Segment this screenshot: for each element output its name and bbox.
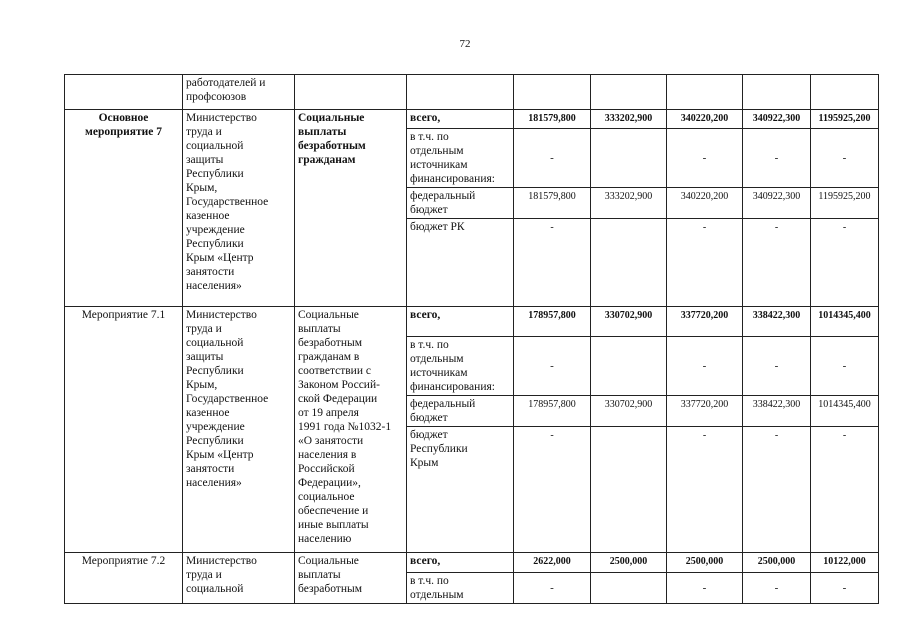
- page-number: 72: [459, 38, 471, 50]
- name-cell: Социальные выплаты безработным: [295, 553, 407, 604]
- value-cell: 338422,300: [743, 396, 811, 427]
- value-cell: -: [514, 337, 591, 396]
- value-cell: 181579,800: [514, 110, 591, 129]
- value-cell: -: [667, 427, 743, 553]
- value-cell: 178957,800: [514, 396, 591, 427]
- value-cell: [591, 337, 667, 396]
- value-cell: -: [743, 573, 811, 604]
- value-cell: 1014345,400: [811, 307, 879, 337]
- value-cell: -: [811, 129, 879, 188]
- value-cell: [591, 75, 667, 110]
- value-cell: [667, 75, 743, 110]
- name-cell: Социальные выплаты безработным гражданам: [295, 110, 407, 307]
- source-total-label: всего,: [407, 553, 514, 573]
- value-cell: 1195925,200: [811, 188, 879, 219]
- table-row: [65, 553, 879, 573]
- value-cell: -: [667, 129, 743, 188]
- source-regional-label: бюджет РК: [407, 219, 514, 307]
- value-cell: -: [743, 129, 811, 188]
- value-cell: -: [811, 427, 879, 553]
- executor-cell: работодателей и профсоюзов: [183, 75, 295, 110]
- event-cell: Основное мероприятие 7: [65, 110, 183, 307]
- executor-cell: Министерство труда и социальной защиты Республики Крым, Государственное казенное учреждение Республики Крым «Центр занятости населения»: [183, 110, 295, 307]
- value-cell: -: [514, 129, 591, 188]
- value-cell: -: [743, 219, 811, 307]
- value-cell: [811, 75, 879, 110]
- value-cell: -: [667, 337, 743, 396]
- source-cell: [407, 75, 514, 110]
- value-cell: 2500,000: [743, 553, 811, 573]
- value-cell: -: [667, 573, 743, 604]
- value-cell: -: [667, 219, 743, 307]
- value-cell: 1014345,400: [811, 396, 879, 427]
- source-federal-label: федеральный бюджет: [407, 188, 514, 219]
- value-cell: -: [514, 427, 591, 553]
- value-cell: -: [811, 573, 879, 604]
- event-cell: Мероприятие 7.1: [65, 307, 183, 553]
- name-cell: [295, 75, 407, 110]
- executor-cell: Министерство труда и социальной защиты Республики Крым, Государственное казенное учреждение Республики Крым «Центр занятости населения»: [183, 307, 295, 553]
- table-row: [65, 75, 879, 110]
- value-cell: [591, 129, 667, 188]
- financing-table: [64, 74, 879, 604]
- value-cell: -: [743, 337, 811, 396]
- value-cell: [591, 427, 667, 553]
- value-cell: 330702,900: [591, 307, 667, 337]
- source-total-label: всего,: [407, 307, 514, 337]
- value-cell: 338422,300: [743, 307, 811, 337]
- value-cell: 181579,800: [514, 188, 591, 219]
- value-cell: [591, 219, 667, 307]
- value-cell: 178957,800: [514, 307, 591, 337]
- value-cell: 2500,000: [591, 553, 667, 573]
- value-cell: 333202,900: [591, 188, 667, 219]
- source-total-label: всего,: [407, 110, 514, 129]
- value-cell: -: [811, 337, 879, 396]
- source-incl-label: в т.ч. по отдельным источникам финансирования:: [407, 129, 514, 188]
- table-row: [65, 110, 879, 129]
- value-cell: [591, 573, 667, 604]
- value-cell: [743, 75, 811, 110]
- event-cell: Мероприятие 7.2: [65, 553, 183, 604]
- value-cell: 340220,200: [667, 188, 743, 219]
- source-regional-label: бюджет Республики Крым: [407, 427, 514, 553]
- value-cell: -: [811, 219, 879, 307]
- value-cell: 337720,200: [667, 307, 743, 337]
- value-cell: 1195925,200: [811, 110, 879, 129]
- value-cell: [514, 75, 591, 110]
- value-cell: 10122,000: [811, 553, 879, 573]
- event-cell: [65, 75, 183, 110]
- table-row: [65, 307, 879, 337]
- value-cell: 340220,200: [667, 110, 743, 129]
- name-cell: Социальные выплаты безработным гражданам в соответствии с Законом Россий- ской Федерации от 19 апреля 1991 года №1032-1 «О занятости населения в Российской Федерации», социальное обеспечение и иные выплаты населению: [295, 307, 407, 553]
- source-federal-label: федеральный бюджет: [407, 396, 514, 427]
- value-cell: 330702,900: [591, 396, 667, 427]
- source-incl-label: в т.ч. по отдельным источникам финансирования:: [407, 337, 514, 396]
- value-cell: 337720,200: [667, 396, 743, 427]
- value-cell: 333202,900: [591, 110, 667, 129]
- value-cell: -: [743, 427, 811, 553]
- value-cell: 2622,000: [514, 553, 591, 573]
- value-cell: 340922,300: [743, 110, 811, 129]
- value-cell: -: [514, 219, 591, 307]
- source-incl-label: в т.ч. по отдельным: [407, 573, 514, 604]
- value-cell: 2500,000: [667, 553, 743, 573]
- value-cell: 340922,300: [743, 188, 811, 219]
- executor-cell: Министерство труда и социальной: [183, 553, 295, 604]
- value-cell: -: [514, 573, 591, 604]
